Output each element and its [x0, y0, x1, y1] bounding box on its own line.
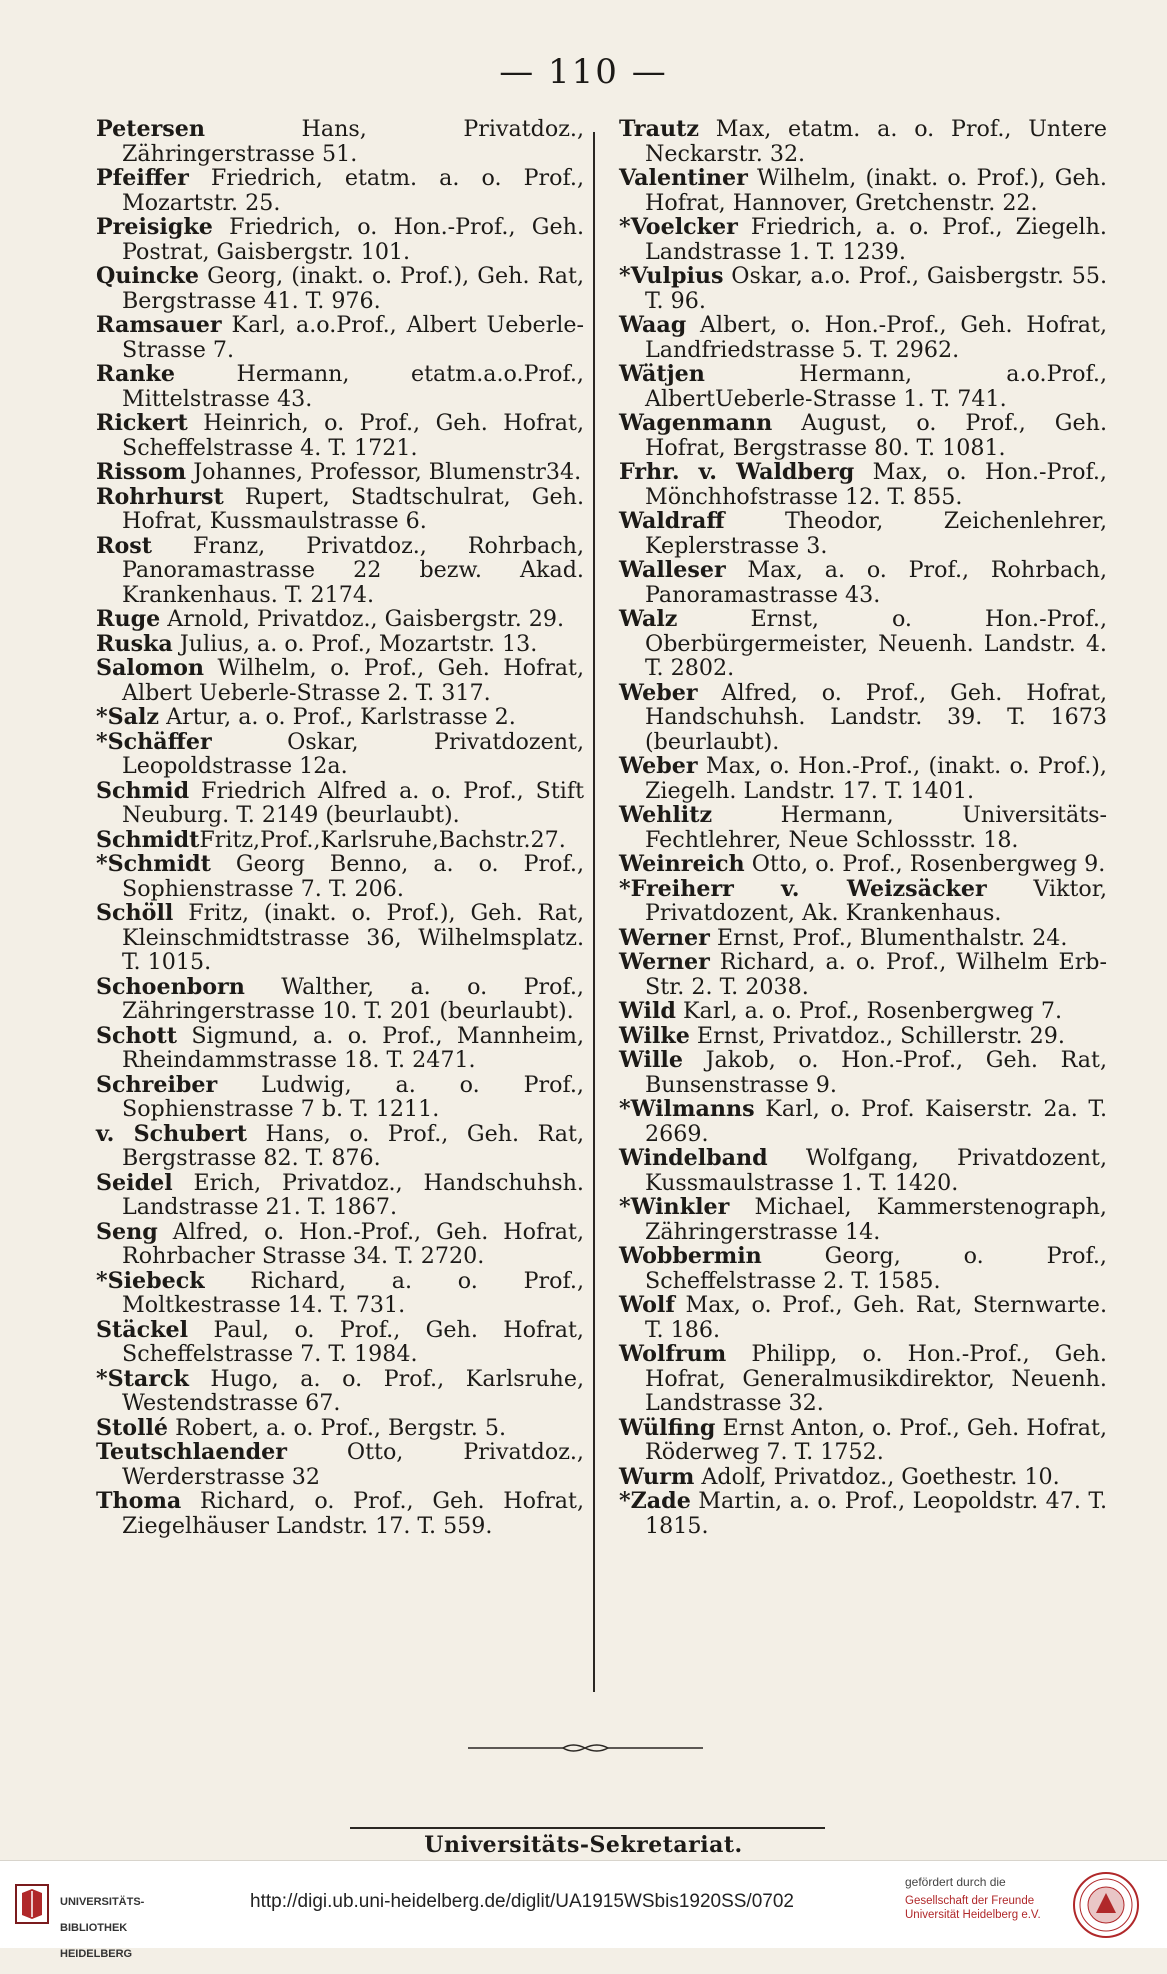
- entry-name: Wehlitz: [619, 802, 713, 828]
- entry-details: Franz, Privatdoz., Rohrbach, Panoramastrasse 22 bezw. Akad. Krankenhaus. T. 2174.: [122, 532, 584, 608]
- entry-name: Weber: [619, 753, 698, 779]
- entry-details: Albert, o. Hon.-Prof., Geh. Hofrat, Landfriedstrasse 5. T. 2962.: [645, 312, 1107, 363]
- directory-entry: [619, 1342, 1107, 1416]
- entry-name: *Wilmanns: [619, 1096, 755, 1122]
- directory-entry: [96, 485, 584, 534]
- footer-text: Universitäts-Sekretariat.: [424, 1832, 743, 1858]
- entry-name: Ruska: [96, 630, 173, 657]
- entry-details: Max, o. Prof., Geh. Rat, Sternwarte. T. 186.: [645, 1292, 1107, 1343]
- entry-name: Weber: [619, 679, 698, 706]
- right-column: [619, 117, 1107, 1538]
- entry-details: Friedrich Alfred a. o. Prof., Stift Neuburg. T. 2149 (beurlaubt).: [122, 777, 584, 828]
- entry-name: *Freiherr v. Weizsäcker: [619, 875, 987, 902]
- directory-entry: [619, 166, 1107, 215]
- entry-details: Otto, Privatdoz., Werderstrasse 32: [122, 1439, 584, 1490]
- entry-details: Theodor, Zeichenlehrer, Keplerstrasse 3.: [645, 508, 1107, 559]
- entry-details: Hans, o. Prof., Geh. Rat, Bergstrasse 82. T. 876.: [122, 1120, 584, 1171]
- directory-entry: [619, 1293, 1107, 1342]
- sponsor-link[interactable]: Gesellschaft der Freunde Universität Heidelberg e.V.: [905, 1895, 1041, 1921]
- entry-name: Rost: [96, 532, 152, 559]
- entry-details: Alfred, o. Prof., Geh. Hofrat, Handschuhsh. Landstr. 39. T. 1673 (beurlaubt).: [645, 679, 1107, 755]
- entry-name: Rissom: [96, 459, 187, 485]
- entry-name: Ramsauer: [96, 312, 222, 338]
- entry-name: Wagenmann: [619, 410, 773, 436]
- entry-name: Seidel: [96, 1169, 173, 1196]
- entry-details: Karl, a.o.Prof., Albert Ueberle-Strasse 7.: [122, 312, 584, 363]
- entry-name: Walz: [619, 606, 678, 632]
- entry-details: Rupert, Stadtschulrat, Geh. Hofrat, Kussmaulstrasse 6.: [122, 483, 584, 534]
- page-number: — 110 —: [499, 52, 668, 92]
- directory-entry: [96, 1073, 584, 1122]
- entry-name: Seng: [96, 1218, 158, 1245]
- directory-entry: [619, 313, 1107, 362]
- entry-name: Ruge: [96, 606, 161, 632]
- directory-entry: [619, 1489, 1107, 1538]
- entry-name: Waag: [619, 312, 687, 338]
- entry-name: v. Schubert: [96, 1120, 247, 1147]
- entry-name: Walleser: [619, 557, 726, 583]
- entry-details: Georg Benno, a. o. Prof., Sophienstrasse 7. T. 206.: [122, 851, 584, 902]
- entry-details: Philipp, o. Hon.-Prof., Geh. Hofrat, Generalmusikdirektor, Neuenh. Landstrasse 32.: [645, 1341, 1107, 1416]
- entry-name: Weinreich: [619, 851, 745, 877]
- entry-name: Petersen: [96, 116, 205, 142]
- entry-name: Schmidt: [96, 826, 200, 853]
- entry-details: Richard, o. Prof., Geh. Hofrat, Ziegelhäuser Landstr. 17. T. 559.: [122, 1488, 584, 1539]
- entry-name: Waldraff: [619, 508, 725, 534]
- entry-details: August, o. Prof., Geh. Hofrat, Bergstrasse 80. T. 1081.: [645, 410, 1107, 461]
- entry-name: Wolfrum: [619, 1341, 727, 1367]
- entry-details: Oskar, Privatdozent, Leopoldstrasse 12a.: [122, 728, 584, 779]
- directory-entry: [96, 1318, 584, 1367]
- directory-entry: [619, 1146, 1107, 1195]
- entry-details: Max, o. Hon.-Prof., (inakt. o. Prof.), Ziegelh. Landstr. 17. T. 1401.: [645, 753, 1107, 804]
- directory-entry: [96, 1171, 584, 1220]
- entry-name: *Schmidt: [96, 851, 211, 877]
- entry-name: Salomon: [96, 655, 205, 681]
- directory-entry: [619, 411, 1107, 460]
- entry-name: Thoma: [96, 1488, 182, 1514]
- directory-entry: [619, 803, 1107, 852]
- directory-entry: [619, 362, 1107, 411]
- entry-details: Ernst, Prof., Blumenthalstr. 24.: [709, 924, 1068, 951]
- entry-name: *Siebeck: [96, 1267, 205, 1294]
- entry-details: Fritz, (inakt. o. Prof.), Geh. Rat, Kleinschmidtstrasse 36, Wilhelmsplatz. T. 1015.: [122, 900, 584, 975]
- entry-name: Werner: [619, 949, 710, 975]
- entry-details: Max, etatm. a. o. Prof., Untere Neckarstr. 32.: [645, 116, 1107, 167]
- entry-details: Ludwig, a. o. Prof., Sophienstrasse 7 b. T. 1211.: [122, 1071, 584, 1122]
- entry-name: *Voelcker: [619, 214, 738, 240]
- entry-details: Max, o. Hon.-Prof., Mönchhofstrasse 12. T. 855.: [645, 459, 1107, 510]
- library-logo-icon[interactable]: [14, 1883, 50, 1925]
- viewer-footer-bar: [0, 1860, 1167, 1960]
- directory-entry: [96, 1024, 584, 1073]
- entry-name: *Starck: [96, 1365, 189, 1392]
- entry-details: Julius, a. o. Prof., Mozartstr. 13.: [172, 630, 538, 657]
- entry-name: Ranke: [96, 361, 175, 387]
- entry-name: Rohrhurst: [96, 483, 224, 510]
- entry-name: Trautz: [619, 116, 699, 142]
- entry-name: Werner: [619, 924, 710, 951]
- directory-entry: [619, 558, 1107, 607]
- entry-name: Wilke: [619, 1022, 690, 1049]
- directory-entry: [96, 705, 584, 730]
- entry-name: Valentiner: [619, 165, 748, 191]
- entry-name: Frhr. v. Waldberg: [619, 459, 855, 485]
- entry-details: Adolf, Privatdoz., Goethestr. 10.: [694, 1463, 1060, 1490]
- university-seal-icon: [1072, 1871, 1140, 1939]
- entry-details: Jakob, o. Hon.-Prof., Geh. Rat, Bunsenstrasse 9.: [645, 1047, 1107, 1098]
- entry-name: Wobbermin: [619, 1243, 762, 1269]
- directory-entry: [619, 1048, 1107, 1097]
- entry-name: Rickert: [96, 410, 188, 436]
- directory-entry: [619, 460, 1107, 509]
- entry-name: *Vulpius: [619, 263, 724, 289]
- entry-details: Sigmund, a. o. Prof., Mannheim, Rheindammstrasse 18. T. 2471.: [122, 1022, 584, 1073]
- entry-details: Ernst Anton, o. Prof., Geh. Hofrat, Röderweg 7. T. 1752.: [645, 1414, 1107, 1465]
- entry-details: Ernst, o. Hon.-Prof., Oberbürgermeister, Neuenh. Landstr. 4. T. 2802.: [645, 606, 1107, 681]
- column-divider: [593, 132, 595, 1692]
- directory-entry: [96, 1489, 584, 1538]
- entry-details: Hugo, a. o. Prof., Karlsruhe, Westendstrasse 67.: [122, 1365, 584, 1416]
- entry-details: Oskar, a.o. Prof., Gaisbergstr. 55. T. 96.: [645, 263, 1107, 314]
- entry-details: Ernst, Privatdoz., Schillerstr. 29.: [689, 1022, 1065, 1049]
- entry-name: Windelband: [619, 1145, 768, 1171]
- entry-name: *Salz: [96, 704, 160, 730]
- directory-entry: [619, 1465, 1107, 1490]
- entry-details: Friedrich, a. o. Prof., Ziegelh. Landstrasse 1. T. 1239.: [645, 214, 1107, 265]
- directory-entry: [96, 1122, 584, 1171]
- directory-entry: [96, 166, 584, 215]
- entry-name: Preisigke: [96, 214, 213, 240]
- entry-details: Friedrich, etatm. a. o. Prof., Mozartstr. 25.: [122, 165, 584, 216]
- directory-entry: [96, 1440, 584, 1489]
- entry-name: Wild: [619, 998, 676, 1024]
- entry-details: Wilhelm, o. Prof., Geh. Hofrat, Albert Ueberle-Strasse 2. T. 317.: [122, 655, 584, 706]
- directory-entry: [96, 975, 584, 1024]
- directory-entry: [96, 1220, 584, 1269]
- directory-entry: [96, 264, 584, 313]
- directory-entry: [96, 828, 584, 853]
- directory-entry: [96, 632, 584, 657]
- directory-entry: [619, 877, 1107, 926]
- entry-details: Hans, Privatdoz., Zähringerstrasse 51.: [122, 116, 584, 167]
- entry-details: Artur, a. o. Prof., Karlstrasse 2.: [159, 704, 516, 730]
- directory-entry: [96, 1416, 584, 1441]
- entry-name: *Winkler: [619, 1194, 730, 1220]
- entry-details: Johannes, Professor, Blumenstr34.: [186, 459, 582, 485]
- directory-entry: [96, 362, 584, 411]
- entry-details: Friedrich, o. Hon.-Prof., Geh. Postrat, Gaisbergstr. 101.: [122, 214, 584, 265]
- directory-entry: [619, 950, 1107, 999]
- entry-name: Teutschlaender: [96, 1439, 287, 1465]
- directory-entry: [619, 926, 1107, 951]
- directory-entry: [96, 656, 584, 705]
- directory-entry: [96, 779, 584, 828]
- entry-details: Fritz,Prof.,Karlsruhe,Bachstr.27.: [199, 826, 566, 853]
- footer-rule: [350, 1827, 825, 1829]
- directory-entry: [96, 1269, 584, 1318]
- entry-details: Alfred, o. Hon.-Prof., Geh. Hofrat, Rohrbacher Strasse 34. T. 2720.: [122, 1218, 584, 1269]
- entry-name: *Schäffer: [96, 728, 212, 755]
- library-name[interactable]: UNIVERSITÄTS- BIBLIOTHEK HEIDELBERG: [60, 1896, 145, 1960]
- entry-details: Wolfgang, Privatdozent, Kussmaulstrasse 1. T. 1420.: [645, 1145, 1107, 1196]
- entry-details: Wilhelm, (inakt. o. Prof.), Geh. Hofrat, Hannover, Gretchenstr. 22.: [645, 165, 1107, 216]
- entry-details: Georg, o. Prof., Scheffelstrasse 2. T. 1585.: [645, 1243, 1107, 1294]
- document-url-link[interactable]: http://digi.ub.uni-heidelberg.de/diglit/UA1915WSbis1920SS/0702: [250, 1891, 794, 1912]
- directory-entry: [619, 1024, 1107, 1049]
- directory-entry: [96, 460, 584, 485]
- entry-details: Georg, (inakt. o. Prof.), Geh. Rat, Bergstrasse 41. T. 976.: [122, 263, 584, 314]
- directory-entry: [619, 1097, 1107, 1146]
- entry-details: Karl, o. Prof. Kaiserstr. 2a. T. 2669.: [645, 1096, 1107, 1147]
- directory-entry: [619, 1244, 1107, 1293]
- directory-entry: [619, 754, 1107, 803]
- ornament-divider-icon: [468, 1740, 703, 1756]
- entry-details: Michael, Kammerstenograph, Zähringerstrasse 14.: [645, 1194, 1107, 1245]
- entry-details: Karl, a. o. Prof., Rosenbergweg 7.: [675, 998, 1063, 1024]
- entry-details: Viktor, Privatdozent, Ak. Krankenhaus.: [645, 875, 1107, 926]
- entry-details: Martin, a. o. Prof., Leopoldstr. 47. T. 1815.: [645, 1488, 1107, 1539]
- entry-name: Quincke: [96, 263, 200, 289]
- entry-name: Schöll: [96, 900, 174, 926]
- entry-name: Stollé: [96, 1414, 169, 1441]
- entry-details: Walther, a. o. Prof., Zähringerstrasse 10. T. 201 (beurlaubt).: [122, 973, 584, 1024]
- entry-name: Stäckel: [96, 1316, 189, 1343]
- left-column: [96, 117, 584, 1538]
- directory-entry: [619, 509, 1107, 558]
- directory-entry: [619, 999, 1107, 1024]
- entry-details: Richard, a. o. Prof., Moltkestrasse 14. T. 731.: [122, 1267, 584, 1318]
- entry-name: Pfeiffer: [96, 165, 189, 191]
- directory-entry: [619, 681, 1107, 755]
- entry-details: Hermann, a.o.Prof., AlbertUeberle-Strasse 1. T. 741.: [645, 361, 1107, 412]
- entry-details: Heinrich, o. Prof., Geh. Hofrat, Scheffelstrasse 4. T. 1721.: [122, 410, 584, 461]
- directory-entry: [96, 901, 584, 975]
- directory-entry: [96, 852, 584, 901]
- directory-entry: [96, 117, 584, 166]
- directory-entry: [619, 215, 1107, 264]
- entry-details: Paul, o. Prof., Geh. Hofrat, Scheffelstrasse 7. T. 1984.: [122, 1316, 584, 1367]
- entry-details: Otto, o. Prof., Rosenbergweg 9.: [744, 851, 1106, 877]
- entry-details: Hermann, Universitäts-Fechtlehrer, Neue Schlossstr. 18.: [645, 802, 1107, 853]
- entry-name: Wurm: [619, 1463, 695, 1490]
- entry-details: Arnold, Privatdoz., Gaisbergstr. 29.: [160, 606, 565, 632]
- entry-name: Schott: [96, 1022, 177, 1049]
- directory-entry: [96, 411, 584, 460]
- entry-name: Wülfing: [619, 1414, 716, 1441]
- directory-entry: [96, 313, 584, 362]
- directory-entry: [96, 1367, 584, 1416]
- directory-entry: [96, 534, 584, 608]
- entry-name: Wolf: [619, 1292, 675, 1318]
- directory-entry: [619, 852, 1107, 877]
- entry-name: Schoenborn: [96, 973, 245, 1000]
- entry-details: Robert, a. o. Prof., Bergstr. 5.: [168, 1414, 506, 1441]
- directory-entry: [619, 1195, 1107, 1244]
- directory-entry: [96, 215, 584, 264]
- entry-name: Schreiber: [96, 1071, 218, 1098]
- entry-name: Wätjen: [619, 361, 705, 387]
- entry-name: *Zade: [619, 1488, 691, 1514]
- entry-details: Richard, a. o. Prof., Wilhelm Erb-Str. 2. T. 2038.: [645, 949, 1107, 1000]
- entry-details: Max, a. o. Prof., Rohrbach, Panoramastrasse 43.: [645, 557, 1107, 608]
- entry-name: Wille: [619, 1047, 683, 1073]
- directory-entry: [619, 607, 1107, 681]
- entry-details: Erich, Privatdoz., Handschuhsh. Landstrasse 21. T. 1867.: [122, 1169, 584, 1220]
- directory-entry: [619, 117, 1107, 166]
- directory-entry: [619, 1416, 1107, 1465]
- directory-entry: [96, 730, 584, 779]
- directory-entry: [619, 264, 1107, 313]
- sponsor-intro: gefördert durch die: [905, 1875, 1006, 1889]
- entry-details: Hermann, etatm.a.o.Prof., Mittelstrasse 43.: [122, 361, 584, 412]
- entry-name: Schmid: [96, 777, 190, 804]
- directory-entry: [96, 607, 584, 632]
